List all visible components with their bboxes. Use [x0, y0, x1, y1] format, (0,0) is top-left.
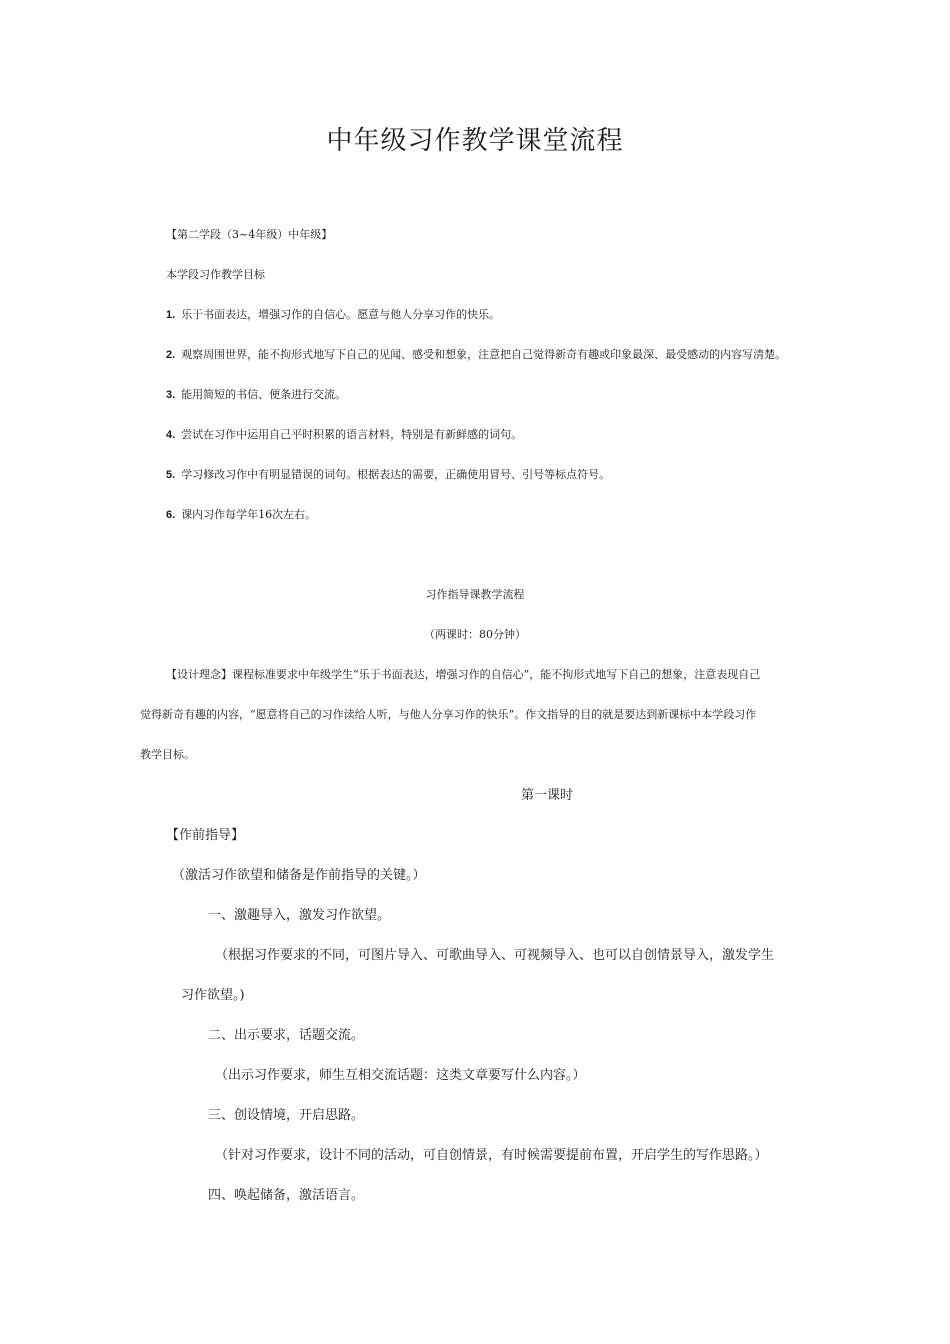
- step-heading: 四、唤起储备，激活语言。: [208, 1188, 365, 1203]
- step-heading: 三、创设情境，开启思路。: [208, 1108, 365, 1123]
- flow-title: 习作指导课教学流程: [425, 588, 525, 601]
- design-concept-line: 教学目标。: [140, 748, 195, 761]
- step-note: 习作欲望。): [181, 988, 245, 1003]
- step-heading: 一、激趣导入，激发习作欲望。: [208, 908, 391, 923]
- goal-text: 观察周围世界，能不拘形式地写下自己的见闻、感受和想象，注意把自己觉得新奇有趣或印象最深、最受感动的内容写清楚。: [181, 348, 787, 361]
- goal-text: 尝试在习作中运用自己平时积累的语言材料，特别是有新鲜感的词句。: [181, 428, 523, 441]
- document-title: 中年级习作教学课堂流程: [326, 126, 624, 156]
- design-concept-line: 【设计理念】课程标准要求中年级学生“乐于书面表达，增强习作的自信心”，能不拘形式地写下自己的想象，注意表现自己: [166, 668, 761, 681]
- goal-number: 3.: [166, 389, 176, 401]
- goal-item: [166, 346, 786, 362]
- step-note: （出示习作要求，师生互相交流话题：这类文章要写什么内容。）: [215, 1068, 586, 1083]
- goal-number: 1.: [166, 309, 176, 321]
- step-note: （针对习作要求，设计不同的活动，可自创情景，有时候需要提前布置，开启学生的写作思路。）: [215, 1148, 768, 1163]
- pre-guide-heading: 【作前指导】: [166, 828, 245, 843]
- step-heading: 二、出示要求，话题交流。: [208, 1028, 365, 1043]
- lesson-title: 第一课时: [521, 788, 574, 803]
- pre-guide-note: （激活习作欲望和储备是作前指导的关键。）: [172, 868, 426, 883]
- goal-item: [166, 466, 610, 482]
- goal-item: [166, 506, 316, 522]
- goal-item: [166, 306, 500, 322]
- goal-text: 乐于书面表达，增强习作的自信心。愿意与他人分享习作的快乐。: [181, 308, 501, 321]
- goal-number: 5.: [166, 469, 176, 481]
- goal-text: 学习修改习作中有明显错误的词句。根据表达的需要，正确使用冒号、引号等标点符号。: [181, 468, 611, 481]
- step-note: （根据习作要求的不同，可图片导入、可歌曲导入、可视频导入、也可以自创情景导入，激发学生: [215, 948, 775, 963]
- goal-number: 6.: [166, 509, 176, 521]
- design-concept-line: 觉得新奇有趣的内容，“愿意将自己的习作读给人听，与他人分享习作的快乐”。作文指导的目的就是要达到新课标中本学段习作: [140, 708, 757, 721]
- stage-tag: 【第二学段（3~4年级）中年级】: [166, 228, 333, 241]
- goal-number: 4.: [166, 429, 176, 441]
- goal-number: 2.: [166, 349, 176, 361]
- goal-item: [166, 426, 522, 442]
- goal-text: 能用简短的书信、便条进行交流。: [181, 388, 347, 401]
- goal-item: [166, 386, 346, 402]
- goal-text: 课内习作每学年16次左右。: [181, 508, 317, 521]
- goals-heading: 本学段习作教学目标: [166, 268, 265, 281]
- flow-duration: （两课时：80分钟）: [424, 628, 526, 641]
